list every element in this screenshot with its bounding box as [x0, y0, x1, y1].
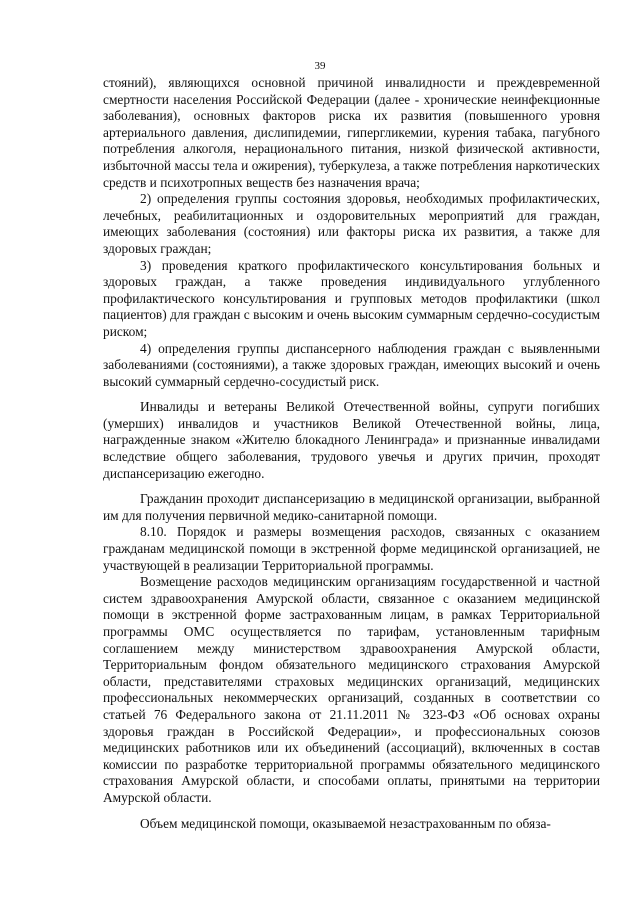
page-number: 39: [314, 60, 326, 72]
paragraph-uninsured-volume: Объем медицинской помощи, оказываемой незастрахованным по обяза-: [140, 815, 551, 831]
document-body: [103, 75, 600, 832]
paragraph-item-2: 2) определения группы состояния здоровья, необходимых профилактических, лечебных, реабилитационных и оздоровительных мероприятий для граждан, имеющих заболевания (состояния) или факторы риска их развития, а также для здоровых граждан;: [103, 191, 600, 256]
paragraph-veterans: Инвалиды и ветераны Великой Отечественной войны, супруги погибших (умерших) инвалидов и участников Великой Отечественной войны, лица, награжденные знаком «Жителю блокадного Ленинграда» и признанные инвалидами вследствие общего заболевания, трудового увечья и других причин, проходят диспансеризацию ежегодно.: [103, 399, 600, 481]
paragraph-section-8-10: 8.10. Порядок и размеры возмещения расходов, связанных с оказанием гражданам медицинской помощи в экстренной форме медицинской организацией, не участвующей в реализации Территориальной программы.: [103, 524, 600, 573]
paragraph-item-3: 3) проведения краткого профилактического консультирования больных и здоровых граждан, а также проведения индивидуального углубленного профилактического консультирования и групповых методов профилактики (школ пациентов) для граждан с высоким и очень высоким суммарным сердечно-сосудистым риском;: [103, 257, 600, 339]
paragraph-reimbursement: Возмещение расходов медицинским организациям государственной и частной систем здравоохранения Амурской области, связанное с оказанием медицинской помощи в экстренной форме застрахованным лицам, в рамках Территориальной программы ОМС осуществляется по тарифам, установленным тарифным соглашением между министерством здравоохранения Амурской области, Территориальным фондом обязательного медицинского страхования Амурской области, представителями страховых медицинских организаций, медицинских профессиональных некоммерческих организаций, созданных в соответствии со статьей 76 Федерального закона от 21.11.2011 № 323-ФЗ «Об основах охраны здоровья граждан в Российской Федерации», и профессиональных союзов медицинских работников или их объединений (ассоциаций), включенных в состав комиссии по разработке территориальной программы обязательного медицинского страхования Амурской области, и способами оплаты, принятыми на территории Амурской области.: [103, 574, 600, 805]
paragraph-item-4: 4) определения группы диспансерного наблюдения граждан с выявленными заболеваниями (состояниями), а также здоровых граждан, имеющих высокий и очень высокий суммарный сердечно-сосудистый риск.: [103, 340, 600, 389]
paragraph-citizen-choice: Гражданин проходит диспансеризацию в медицинской организации, выбранной им для получения первичной медико-санитарной помощи.: [103, 491, 600, 523]
paragraph-continuation: стояний), являющихся основной причиной инвалидности и преждевременной смертности населения Российской Федерации (далее - хронические неинфекционные заболевания), основных факторов риска их развития (повышенного уровня артериального давления, дислипидемии, гипергликемии, курения табака, пагубного потребления алкоголя, нерационального питания, низкой физической активности, избыточной массы тела и ожирения), туберкулеза, а также потребления наркотических средств и психотропных веществ без назначения врача;: [103, 75, 600, 190]
